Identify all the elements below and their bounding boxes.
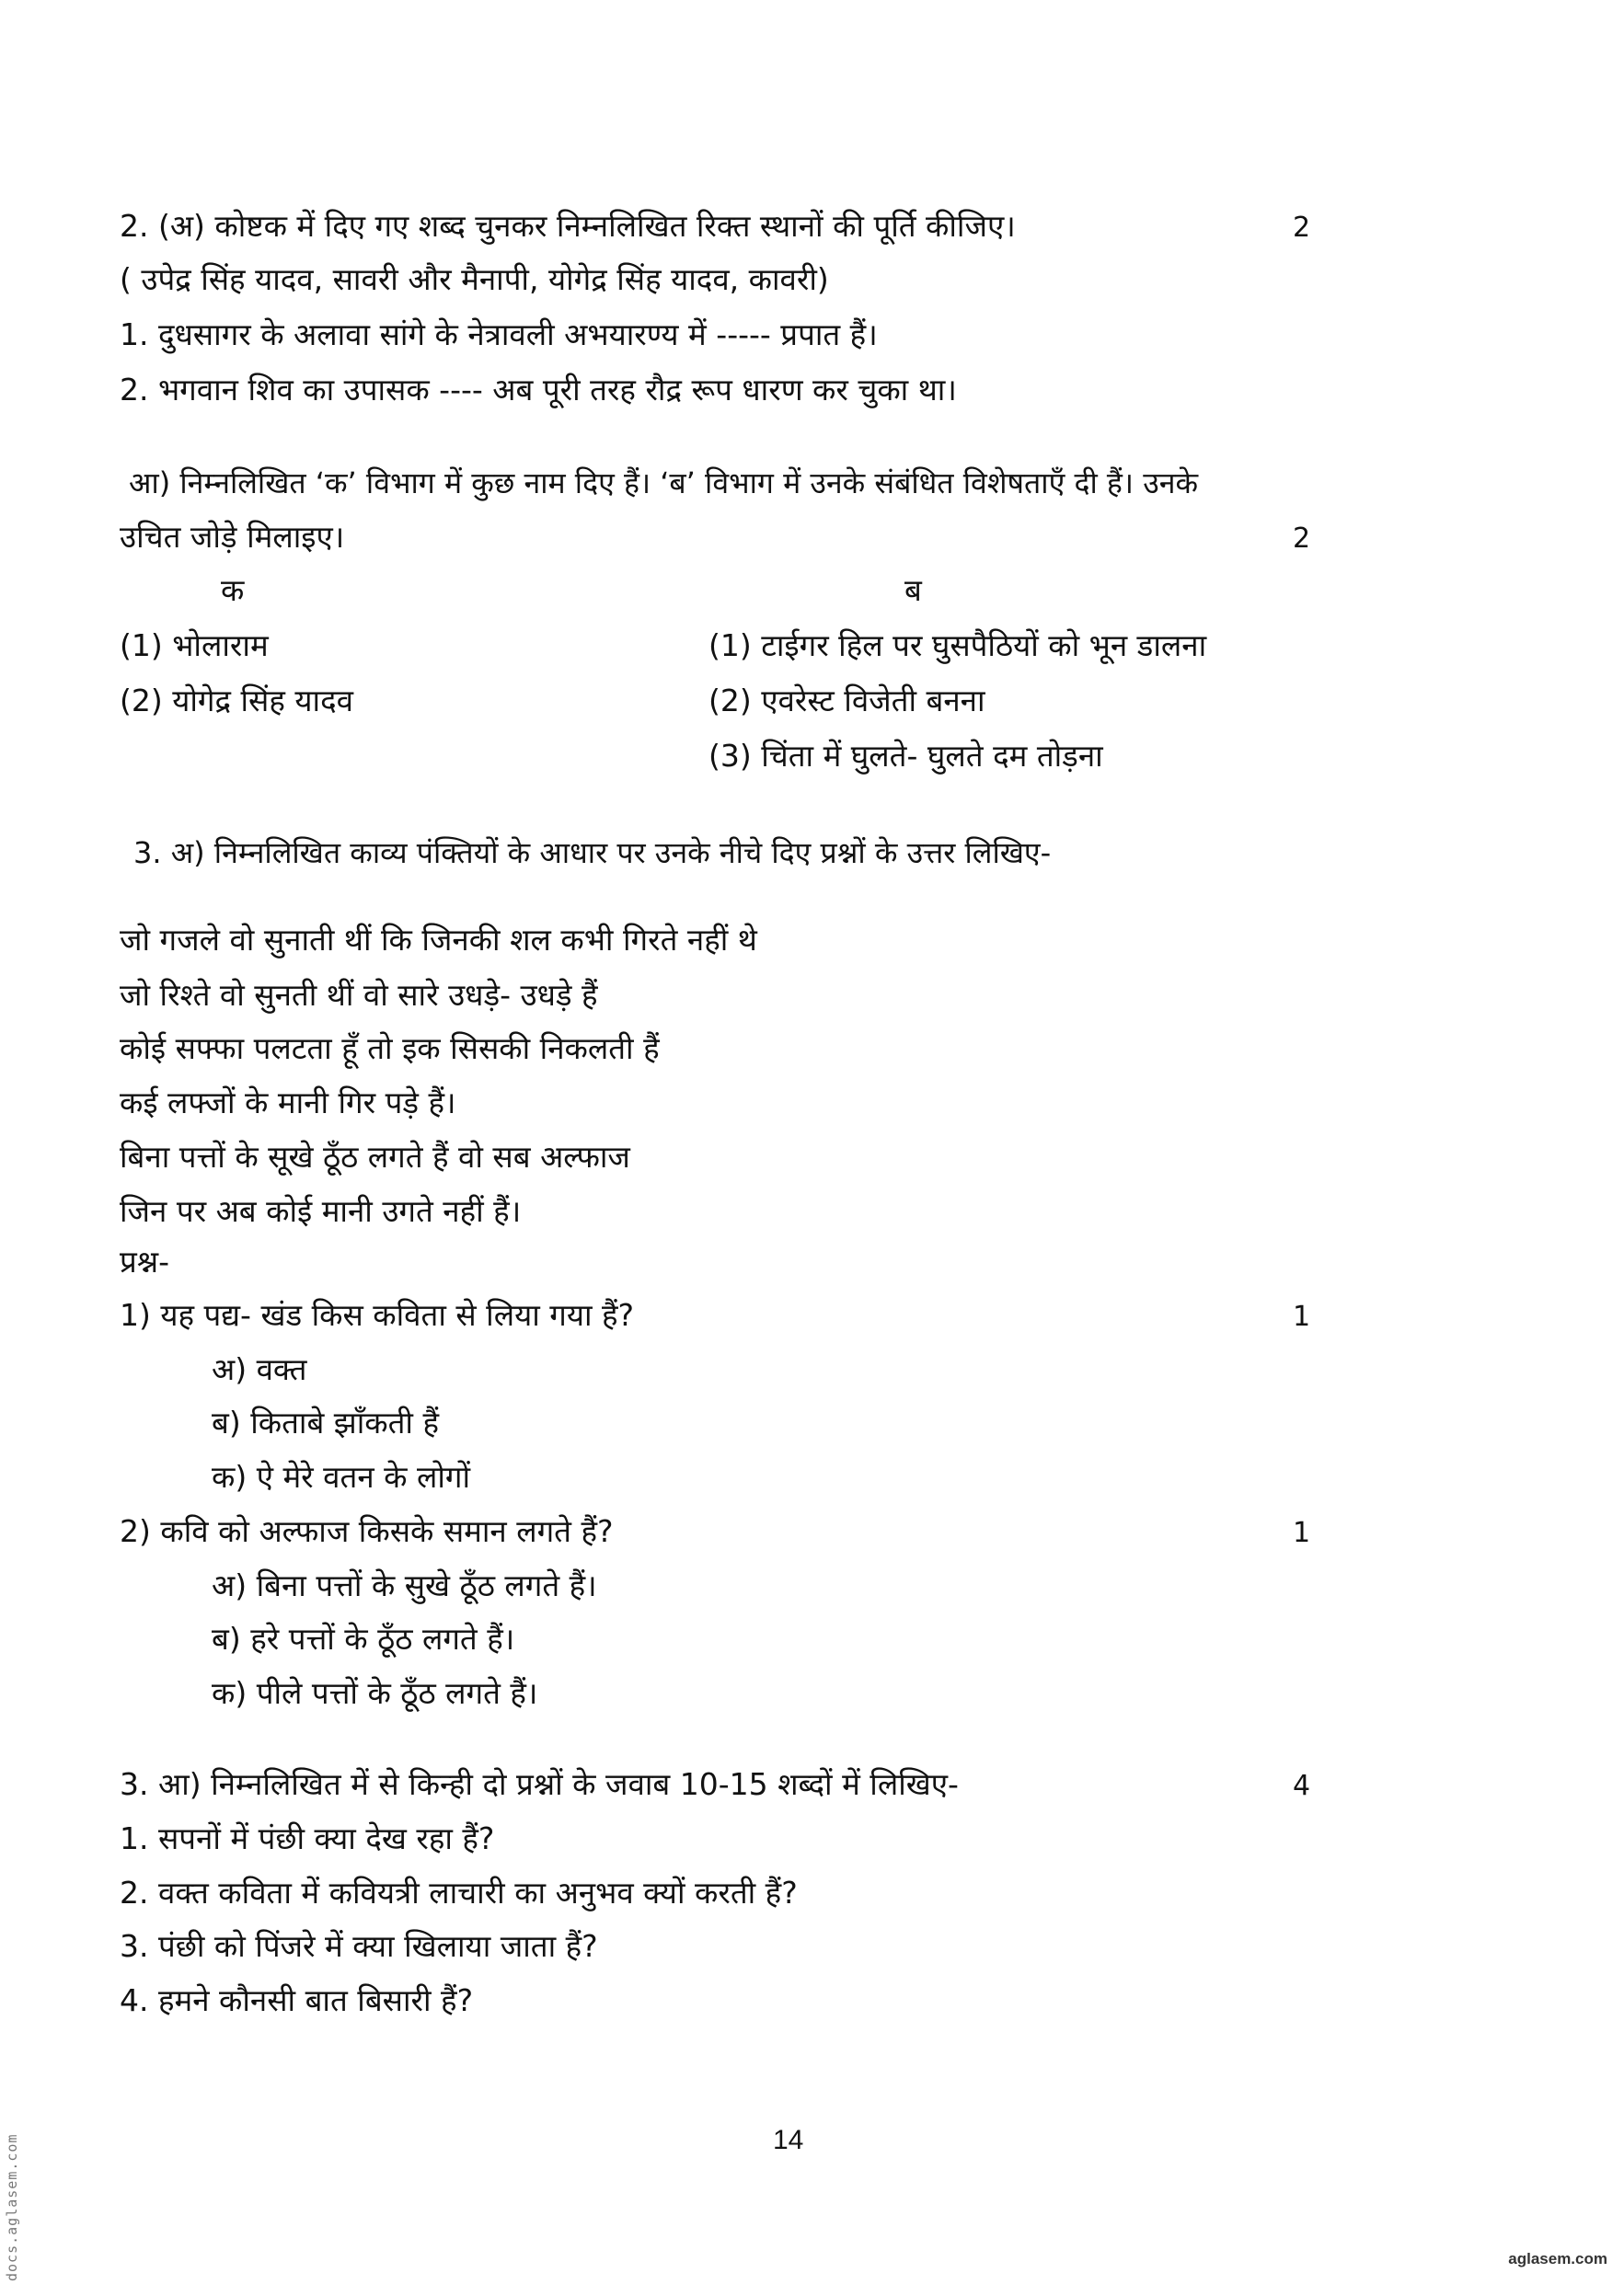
q3b-item-3: 3. पंछी को पिंजरे में क्या खिलाया जाता हैं? <box>120 1928 598 1964</box>
q2a-options: ( उपेद्र सिंह यादव, सावरी और मैनापी, योगेद्र सिंह यादव, कावरी) <box>120 261 829 297</box>
q2b-col-b-item-1: (1) टाईगर हिल पर घुसपैठियों को भून डालना <box>708 627 1207 663</box>
watermark-left: docs.aglasem.com <box>4 2133 20 2281</box>
poem-line-5: बिना पत्तों के सूखे ठूँठ लगते हैं वो सब अल्फाज <box>120 1139 630 1175</box>
q3b-item-4: 4. हमने कौनसी बात बिसारी हैं? <box>120 1982 474 2018</box>
q3a-q2-option-a: अ) बिना पत्तों के सुखे ठूँठ लगते हैं। <box>212 1567 597 1603</box>
watermark-right: aglasem.com <box>1508 2250 1607 2267</box>
q2a-item-1: 1. दुधसागर के अलावा सांगे के नेत्रावली अभयारण्य में ----- प्रपात हैं। <box>120 316 878 352</box>
q2b-heading-line1: आ) निम्नलिखित ‘क’ विभाग में कुछ नाम दिए हैं। ‘ब’ विभाग में उनके संबंधित विशेषताएँ दी हैं। उनके <box>129 465 1199 500</box>
q2b-col-a-item-1: (1) भोलाराम <box>120 627 269 663</box>
q2a-heading: 2. (अ) कोष्टक में दिए गए शब्द चुनकर निम्नलिखित रिक्त स्थानों की पूर्ति कीजिए। <box>120 208 1016 244</box>
q3b-marks: 4 <box>1293 1770 1311 1802</box>
q2b-col-b-header: ब <box>904 572 922 608</box>
q2b-marks: 2 <box>1293 522 1311 555</box>
q3b-heading: 3. आ) निम्नलिखित में से किन्ही दो प्रश्नों के जवाब 10-15 शब्दों में लिखिए- <box>120 1766 959 1802</box>
q2b-col-b-item-2: (2) एवरेस्ट विजेती बनना <box>708 683 985 718</box>
q3a-q2-option-b: ब) हरे पत्तों के ठूँठ लगते हैं। <box>212 1621 515 1657</box>
poem-line-1: जो गजले वो सुनाती थीं कि जिनकी शल कभी गिरते नहीं थे <box>120 922 757 958</box>
q2a-marks: 2 <box>1293 212 1311 244</box>
poem-line-2: जो रिश्ते वो सुनती थीं वो सारे उधड़े- उधड़े हैं <box>120 977 598 1013</box>
q2b-col-a-header: क <box>221 572 245 608</box>
q3a-q1-option-c: क) ऐ मेरे वतन के लोगों <box>212 1459 471 1495</box>
q3a-question-1-marks: 1 <box>1293 1301 1311 1333</box>
q2a-item-2: 2. भगवान शिव का उपासक ---- अब पूरी तरह रौद्र रूप धारण कर चुका था। <box>120 372 957 408</box>
q2b-heading-line2: उचित जोड़े मिलाइए। <box>120 519 345 555</box>
poem-line-3: कोई सफ्फा पलटता हूँ तो इक सिसकी निकलती हैं <box>120 1030 660 1066</box>
q3a-question-1: 1) यह पद्य- खंड किस कविता से लिया गया हैं? <box>120 1297 635 1333</box>
page-number: 14 <box>773 2125 804 2155</box>
poem-line-6: जिन पर अब कोई मानी उगते नहीं हैं। <box>120 1193 522 1229</box>
q2b-col-b-item-3: (3) चिंता में घुलते- घुलते दम तोड़ना <box>708 738 1103 774</box>
q3a-q1-option-a: अ) वक्त <box>212 1351 307 1387</box>
q3a-question-2: 2) कवि को अल्फाज किसके समान लगते हैं? <box>120 1513 614 1549</box>
q3a-question-2-marks: 1 <box>1293 1517 1311 1549</box>
q2b-col-a-item-2: (2) योगेद्र सिंह यादव <box>120 683 353 718</box>
poem-line-4: कई लफ्जों के मानी गिर पड़े हैं। <box>120 1085 456 1120</box>
q3a-q1-option-b: ब) किताबे झाँकती हैं <box>212 1405 439 1441</box>
q3b-item-2: 2. वक्त कविता में कवियत्री लाचारी का अनुभव क्यों करती हैं? <box>120 1875 798 1911</box>
q3a-heading: 3. अ) निम्नलिखित काव्य पंक्तियों के आधार पर उनके नीचे दिए प्रश्नों के उत्तर लिखिए- <box>133 835 1052 870</box>
q3b-item-1: 1. सपनों में पंछी क्या देख रहा हैं? <box>120 1820 495 1856</box>
prashn-label: प्रश्न- <box>120 1244 170 1280</box>
q3a-q2-option-c: क) पीले पत्तों के ठूँठ लगते हैं। <box>212 1675 538 1711</box>
